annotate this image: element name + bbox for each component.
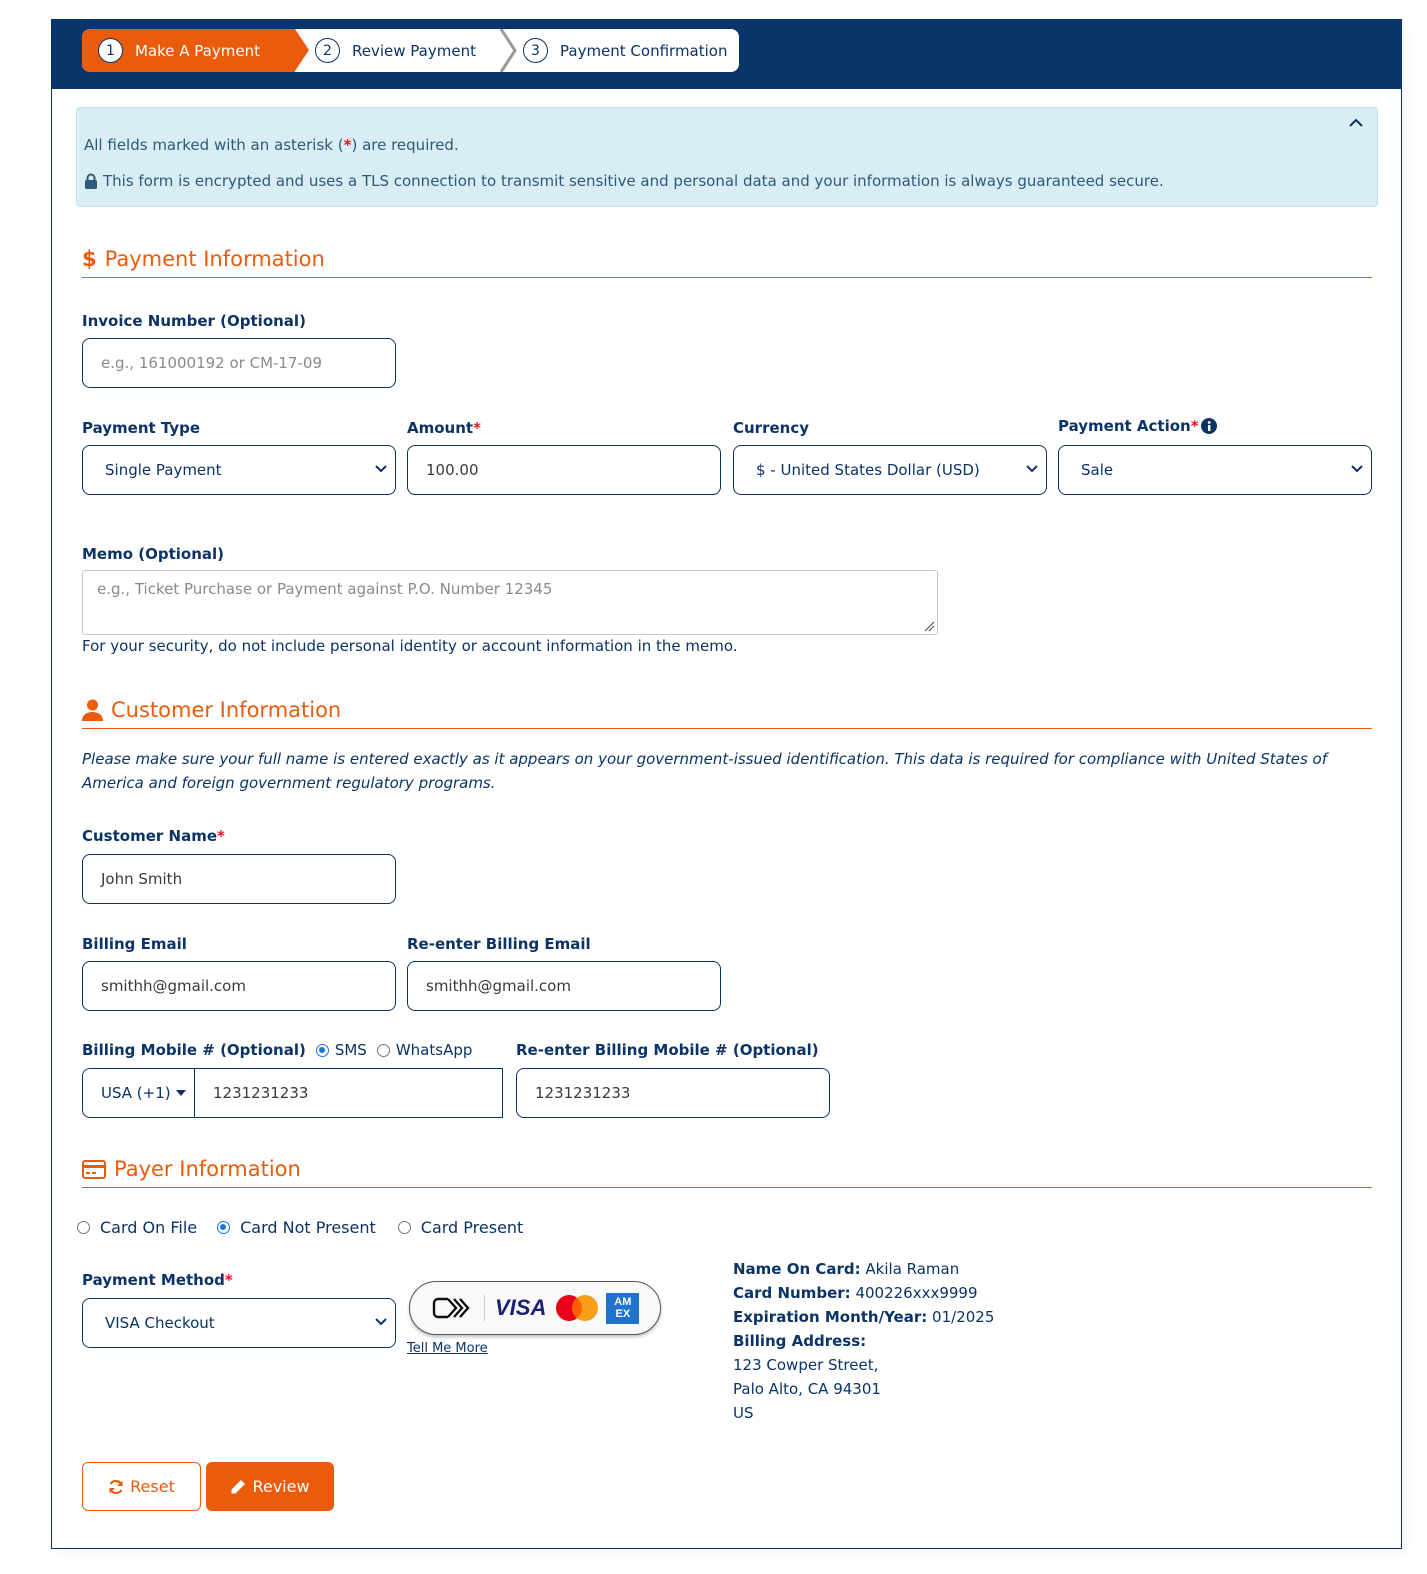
amount-input[interactable]: 100.00 bbox=[407, 445, 721, 495]
card-not-present-radio[interactable] bbox=[217, 1221, 230, 1234]
amount-label: Amount* bbox=[407, 419, 481, 437]
billing-mobile-input[interactable]: 1231231233 bbox=[213, 1084, 309, 1102]
dollar-icon: $ bbox=[82, 247, 97, 271]
billing-email-input[interactable]: smithh@gmail.com bbox=[82, 961, 396, 1011]
address-line-2: Palo Alto, CA 94301 bbox=[733, 1380, 881, 1398]
required-note: All fields marked with an asterisk (*) are required. bbox=[84, 136, 459, 154]
chevron-down-icon bbox=[1351, 464, 1363, 474]
chevron-down-icon bbox=[375, 1317, 387, 1327]
payment-form-container bbox=[51, 19, 1402, 1549]
step-number: 2 bbox=[315, 38, 340, 63]
step-label: Payment Confirmation bbox=[560, 41, 728, 60]
billing-address-label: Billing Address: bbox=[733, 1332, 867, 1350]
reenter-billing-email-label: Re-enter Billing Email bbox=[407, 935, 591, 953]
payment-action-select[interactable]: Sale bbox=[1058, 445, 1372, 495]
country-code-dropdown[interactable]: USA (+1) bbox=[83, 1069, 195, 1117]
credit-card-icon bbox=[82, 1160, 106, 1179]
section-customer-information: Customer Information bbox=[82, 698, 1372, 729]
reenter-billing-mobile-input[interactable]: 1231231233 bbox=[516, 1068, 830, 1118]
step-label: Make A Payment bbox=[135, 41, 260, 60]
required-asterisk: * bbox=[343, 136, 352, 154]
reenter-billing-email-input[interactable]: smithh@gmail.com bbox=[407, 961, 721, 1011]
section-payer-information: Payer Information bbox=[82, 1157, 1372, 1188]
billing-mobile-label: Billing Mobile # (Optional) SMS WhatsApp bbox=[82, 1041, 473, 1059]
required-asterisk: * bbox=[217, 827, 225, 845]
reset-button[interactable]: Reset bbox=[82, 1462, 201, 1511]
payment-type-label: Payment Type bbox=[82, 419, 201, 437]
whatsapp-radio[interactable] bbox=[377, 1044, 390, 1057]
card-present-radio[interactable] bbox=[398, 1221, 411, 1234]
payment-method-label: Payment Method* bbox=[82, 1271, 233, 1289]
info-alert bbox=[76, 107, 1378, 207]
customer-name-label: Customer Name* bbox=[82, 827, 225, 845]
payment-type-select[interactable]: Single Payment bbox=[82, 445, 396, 495]
address-line-3: US bbox=[733, 1404, 754, 1422]
step-payment-confirmation bbox=[501, 29, 739, 72]
progress-stepper bbox=[82, 29, 739, 72]
security-note: This form is encrypted and uses a TLS connection to transmit sensitive and personal data and your information is always guaranteed secure. bbox=[84, 172, 1164, 190]
mastercard-logo-icon bbox=[554, 1294, 600, 1322]
pencil-icon bbox=[230, 1479, 246, 1495]
step-number: 1 bbox=[98, 38, 123, 63]
step-make-payment bbox=[82, 29, 295, 72]
invoice-label: Invoice Number (Optional) bbox=[82, 312, 306, 330]
header-bar bbox=[52, 19, 1401, 89]
click-to-pay-icon bbox=[432, 1296, 474, 1320]
memo-textarea[interactable]: e.g., Ticket Purchase or Payment against P.O. Number 12345 bbox=[82, 570, 938, 635]
card-mode-radio-group: Card On File Card Not Present Card Present bbox=[77, 1218, 523, 1237]
resize-handle-icon[interactable] bbox=[923, 620, 935, 632]
payment-method-select[interactable]: VISA Checkout bbox=[82, 1298, 396, 1348]
info-icon[interactable] bbox=[1201, 418, 1217, 434]
invoice-number-input[interactable]: e.g., 161000192 or CM-17-09 bbox=[82, 338, 396, 388]
payment-action-label: Payment Action * bbox=[1058, 417, 1217, 435]
divider bbox=[484, 1295, 485, 1321]
tell-me-more-link[interactable]: Tell Me More bbox=[407, 1341, 488, 1356]
chevron-down-icon bbox=[1026, 464, 1038, 474]
reenter-billing-mobile-label: Re-enter Billing Mobile # (Optional) bbox=[516, 1041, 819, 1059]
refresh-icon bbox=[108, 1479, 124, 1495]
customer-name-input[interactable]: John Smith bbox=[82, 854, 396, 904]
lock-icon bbox=[84, 173, 98, 189]
required-asterisk: * bbox=[224, 1271, 233, 1289]
card-on-file-radio[interactable] bbox=[77, 1221, 90, 1234]
section-payment-information: $ Payment Information bbox=[82, 247, 1372, 278]
billing-email-label: Billing Email bbox=[82, 935, 187, 953]
sms-radio[interactable] bbox=[316, 1044, 329, 1057]
caret-down-icon bbox=[176, 1090, 186, 1096]
currency-label: Currency bbox=[733, 419, 810, 437]
currency-select[interactable]: $ - United States Dollar (USD) bbox=[733, 445, 1047, 495]
required-asterisk: * bbox=[1190, 417, 1199, 435]
chevron-separator-icon bbox=[499, 29, 517, 72]
review-button[interactable]: Review bbox=[206, 1462, 334, 1511]
memo-help-text: For your security, do not include personal identity or account information in the memo. bbox=[82, 637, 738, 655]
billing-mobile-group bbox=[82, 1068, 503, 1118]
chevron-down-icon bbox=[375, 464, 387, 474]
click-to-pay-button[interactable] bbox=[409, 1281, 661, 1335]
customer-notice: Please make sure your full name is entered exactly as it appears on your government-issued identification. This data is required for compliance with United States of America and foreign government regulatory programs. bbox=[82, 750, 1328, 792]
visa-logo-icon: VISA bbox=[495, 1295, 547, 1320]
card-details bbox=[733, 1257, 994, 1425]
chevron-up-icon[interactable] bbox=[1347, 114, 1365, 132]
memo-label: Memo (Optional) bbox=[82, 545, 225, 563]
step-number: 3 bbox=[523, 38, 548, 63]
expiration: Expiration Month/Year: 01/2025 bbox=[733, 1308, 995, 1326]
step-review-payment bbox=[295, 29, 501, 72]
card-number: Card Number: 400226xxx9999 bbox=[733, 1284, 978, 1302]
name-on-card: Name On Card: Akila Raman bbox=[733, 1260, 960, 1278]
step-label: Review Payment bbox=[352, 41, 476, 60]
amex-logo-icon: AM EX bbox=[606, 1293, 639, 1324]
required-asterisk: * bbox=[473, 419, 481, 437]
address-line-1: 123 Cowper Street, bbox=[733, 1356, 879, 1374]
user-icon bbox=[82, 699, 103, 721]
